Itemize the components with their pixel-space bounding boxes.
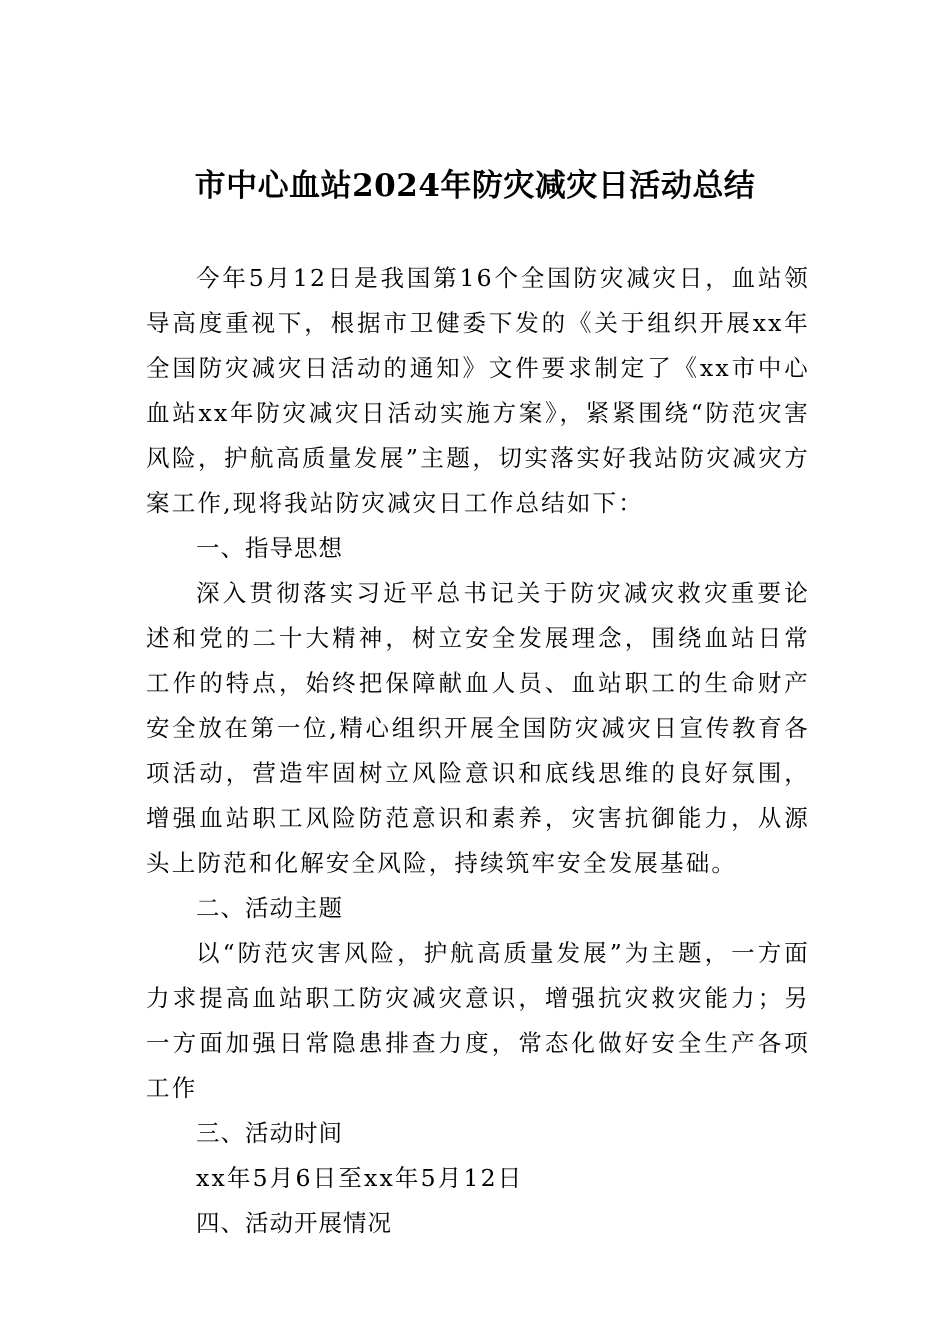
section-body-guiding-ideology: 深入贯彻落实习近平总书记关于防灾减灾救灾重要论述和党的二十大精神，树立安全发展理念，围绕血站日常工作的特点，始终把保障献血人员、血站职工的生命财产安全放在第一位,精心组织开展全国防灾减灾日宣传教育各项活动，营造牢固树立风险意识和底线思维的良好氛围，增强血站职工风险防范意识和素养，灾害抗御能力，从源头上防范和化解安全风险，持续筑牢安全发展基础。 bbox=[146, 579, 810, 877]
document-body bbox=[146, 256, 810, 1246]
section-body-activity-time: xx年5月6日至xx年5月12日 bbox=[196, 1164, 524, 1192]
intro-paragraph: 今年5月12日是我国第16个全国防灾减灾日，血站领导高度重视下，根据市卫健委下发的《关于组织开展xx年全国防灾减灾日活动的通知》文件要求制定了《xx市中心血站xx年防灾减灾日活动实施方案》，紧紧围绕“防范灾害风险，护航高质量发展”主题，切实落实好我站防灾减灾方案工作,现将我站防灾减灾日工作总结如下： bbox=[146, 264, 810, 517]
document-title: 市中心血站2024年防灾减灾日活动总结 bbox=[194, 168, 756, 204]
section-heading-activity-time: 三、活动时间 bbox=[196, 1119, 343, 1147]
section-heading-activity-progress: 四、活动开展情况 bbox=[196, 1209, 392, 1237]
section-heading-activity-theme: 二、活动主题 bbox=[196, 894, 343, 922]
section-body-activity-theme: 以“防范灾害风险，护航高质量发展”为主题，一方面力求提高血站职工防灾减灾意识，增强抗灾救灾能力；另一方面加强日常隐患排查力度，常态化做好安全生产各项工作 bbox=[146, 939, 810, 1102]
section-heading-guiding-ideology: 一、指导思想 bbox=[196, 534, 343, 562]
